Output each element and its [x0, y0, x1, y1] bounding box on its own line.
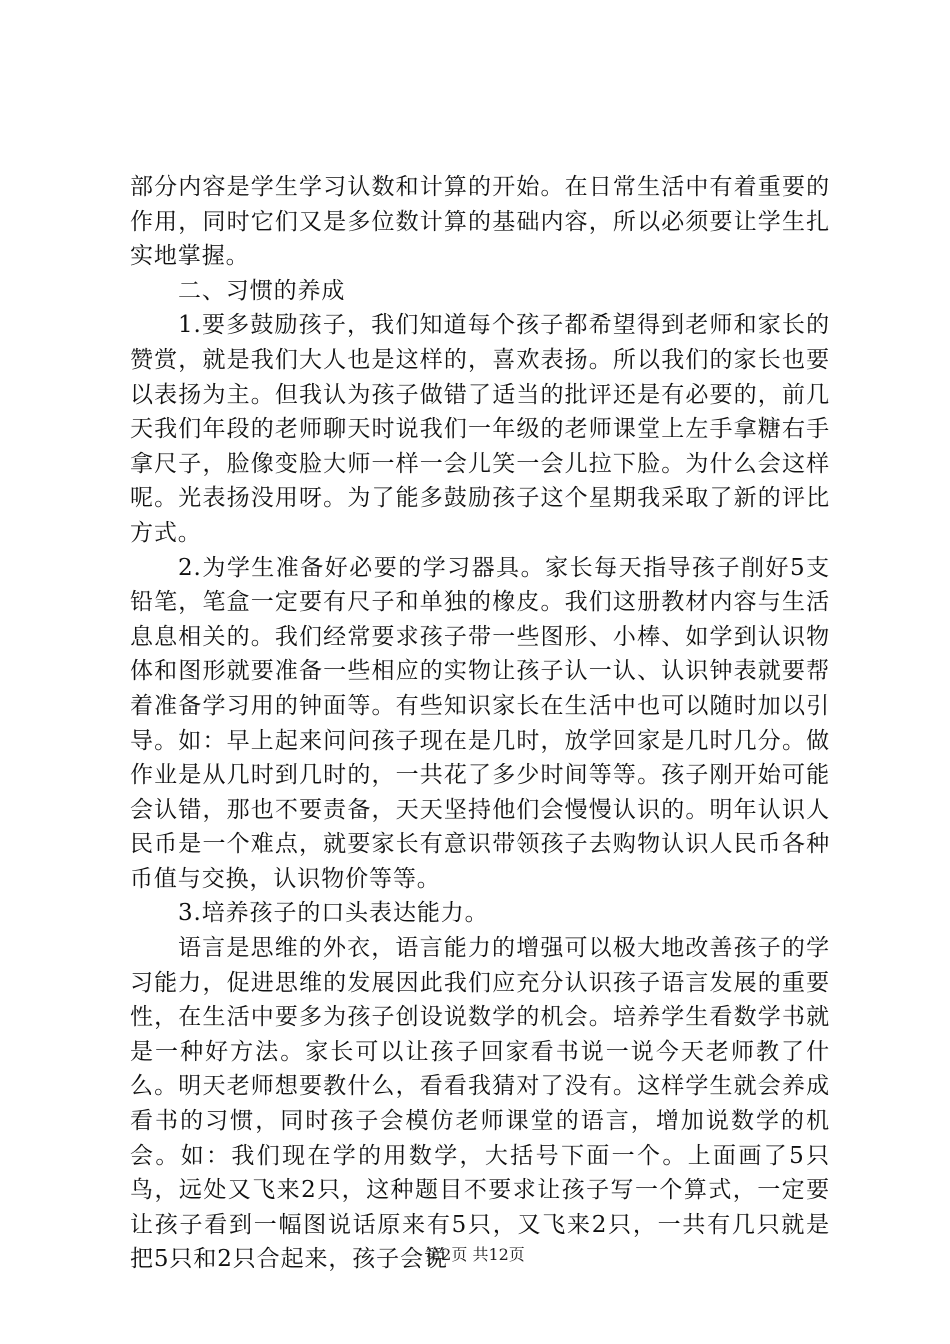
paragraph-oral-expression-heading: 3.培养孩子的口头表达能力。: [178, 900, 489, 927]
paragraph-encourage-children: 1.要多鼓励孩子，我们知道每个孩子都希望得到老师和家长的赞赏，就是我们大人也是这样的，喜欢表扬。所以我们的家长也要以表扬为主。但我认为孩子做错了适当的批评还是有必要的，前几天我们年段的老师聊天时说我们一年级的老师课堂上左手拿糖右手拿尺子，脸像变脸大师一样一会儿笑一会儿拉下脸。为什么会这样呢。光表扬没用呀。为了能多鼓励孩子这个星期我采取了新的评比方式。: [130, 312, 830, 546]
section-heading-habits: 二、习惯的养成: [178, 277, 346, 304]
paragraph-study-tools: 2.为学生准备好必要的学习器具。家长每天指导孩子削好5支铅笔，笔盒一定要有尺子和单独的橡皮。我们这册教材内容与生活息息相关的。我们经常要求孩子带一些图形、小棒、如学到认识物体和图形就要准备一些相应的实物让孩子认一认、认识钟表就要帮着准备学习用的钟面等。有些知识家长在生活中也可以随时加以引导。如：早上起来问问孩子现在是几时，放学回家是几时几分。做作业是从几时到几时的，一共花了多少时间等等。孩子刚开始可能会认错，那也不要责备，天天坚持他们会慢慢认识的。明年认识人民币是一个难点，就要家长有意识带领孩子去购物认识人民币各种币值与交换，认识物价等等。: [130, 554, 830, 892]
paragraph-continuation: 部分内容是学生学习认数和计算的开始。在日常生活中有着重要的作用，同时它们又是多位数计算的基础内容，所以必须要让学生扎实地掌握。: [130, 174, 830, 270]
page-number-footer: 第2页 共12页: [425, 1245, 525, 1264]
paragraph-language-thinking: 语言是思维的外衣，语言能力的增强可以极大地改善孩子的学习能力，促进思维的发展因此我们应充分认识孩子语言发展的重要性，在生活中要多为孩子创设说数学的机会。培养学生看数学书就是一种好方法。家长可以让孩子回家看书说一说今天老师教了什么。明天老师想要教什么，看看我猜对了没有。这样学生就会养成看书的习惯，同时孩子会模仿老师课堂的语言，增加说数学的机会。如：我们现在学的用数学，大括号下面一个。上面画了5只鸟，远处又飞来2只，这种题目不要求让孩子写一个算式，一定要让孩子看到一幅图说话原来有5只，又飞来2只，一共有几只就是把5只和2只合起来，孩子会说: [130, 935, 830, 1273]
body-text: [130, 170, 830, 1277]
